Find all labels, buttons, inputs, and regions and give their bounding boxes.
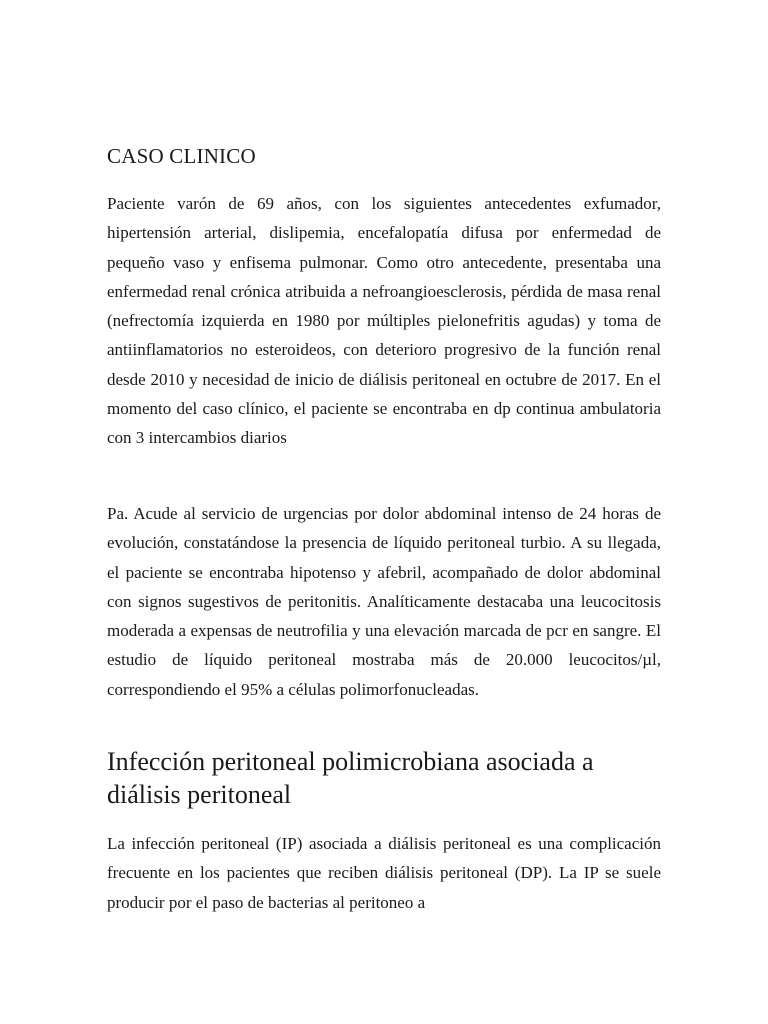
case-history-paragraph: Paciente varón de 69 años, con los siguientes antecedentes exfumador, hipertensión arterial, dislipemia, encefalopatía difusa por enfermedad de pequeño vaso y enfisema pulmonar. Como otro antecedente, presentaba una enfermedad renal crónica atribuida a nefroangioesclerosis, pérdida de masa renal (nefrectomía izquierda en 1980 por múltiples pielonefritis agudas) y toma de antiinflamatorios no esteroideos, con deterioro progresivo de la función renal desde 2010 y necesidad de inicio de diálisis peritoneal en octubre de 2017. En el momento del caso clínico, el paciente se encontraba en dp continua ambulatoria con 3 intercambios diarios bbox=[107, 194, 661, 448]
section-intro-paragraph: La infección peritoneal (IP) asociada a diálisis peritoneal es una complicación frecuente en los pacientes que reciben diálisis peritoneal (DP). La IP se suele producir por el paso de bacterias al peritoneo a bbox=[107, 834, 661, 912]
section-title: Infección peritoneal polimicrobiana asociada a diálisis peritoneal bbox=[107, 747, 594, 809]
case-presentation-paragraph: Pa. Acude al servicio de urgencias por dolor abdominal intenso de 24 horas de evolución, constatándose la presencia de líquido peritoneal turbio. A su llegada, el paciente se encontraba hipotenso y afebril, acompañado de dolor abdominal con signos sugestivos de peritonitis. Analíticamente destacaba una leucocitosis moderada a expensas de neutrofilia y una elevación marcada de pcr en sangre. El estudio de líquido peritoneal mostraba más de 20.000 leucocitos/µl, correspondiendo el 95% a células polimorfonucleadas. bbox=[107, 504, 661, 699]
case-heading: CASO CLINICO bbox=[107, 144, 256, 168]
